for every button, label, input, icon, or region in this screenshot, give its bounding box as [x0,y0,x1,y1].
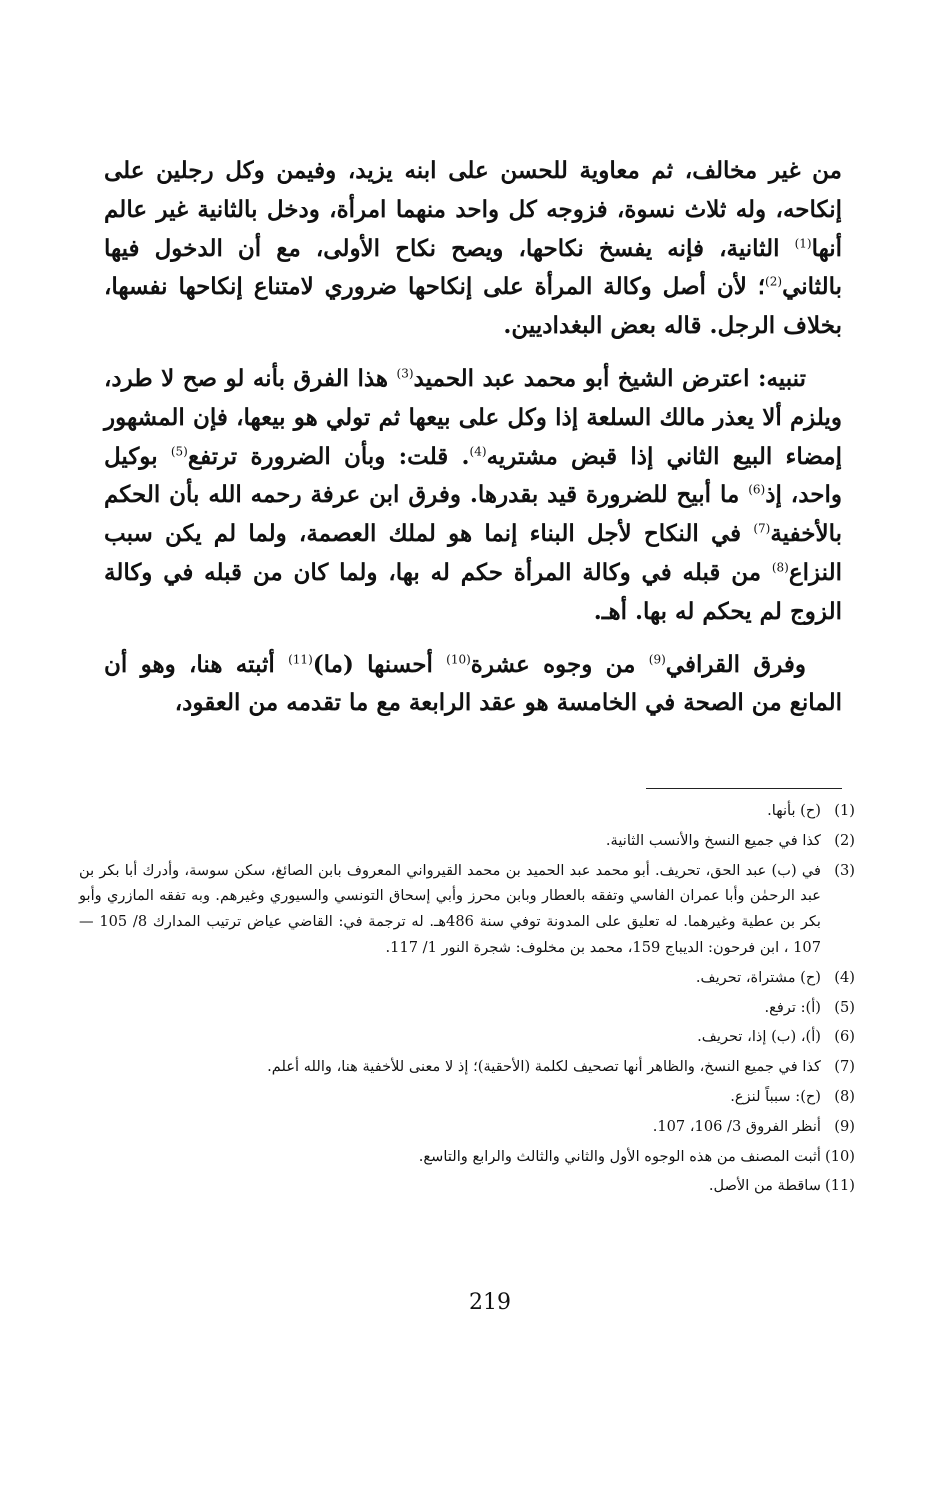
footnote-8 [79,1084,855,1110]
footnotes-list [79,798,855,1203]
footnote-5 [79,995,855,1021]
footnote-number: (6) [834,1028,855,1046]
footnote-number: (11) [825,1177,855,1195]
footnote-ref-4: (4) [469,443,487,458]
footnote-text: (أ): ترفع. [764,998,821,1016]
footnote-text: كذا في جميع النسخ، والظاهر أنها تصحيف لكلمة (الأحقية)؛ إذ لا معنى للأخفية هنا، والله أعلم. [267,1058,821,1076]
footnote-6 [79,1024,855,1050]
footnote-text: (ح) مشتراة، تحريف. [695,968,821,986]
footnote-text: (أ)، (ب) إذا، تحريف. [697,1028,821,1046]
text-run: ما أبيح للضرورة قيد بقدرها. وفرق ابن عرفة رحمه الله بأن الحكم بالأخفية [104,481,842,548]
footnote-text: أثبت المصنف من هذه الوجوه الأول والثاني والثالث والرابع والتاسع. [418,1147,821,1165]
footnote-number: (7) [834,1058,855,1076]
text-run: بوكيل واحد، إذ [104,442,842,509]
footnote-text: (ح): سبباً لنزع. [730,1087,821,1105]
text-run: هذا الفرق بأنه لو صح لا طرد، ويلزم ألا يعذر مالك السلعة إذا وكل على بيعها ثم تولي هو بيعها، فإن المشهور إمضاء البيع الثاني إذا قبض مشتريه [104,364,842,470]
paragraph-2 [104,360,842,632]
footnote-7 [79,1054,855,1080]
footnote-ref-2: (2) [765,274,783,289]
text-run: في النكاح لأجل البناء إنما هو لملك العصمة، ولما لم يكن سبب النزاع [104,520,842,586]
text-run: . قلت: وبأن الضرورة ترتفع [187,442,470,470]
footnote-ref-3: (3) [396,366,414,381]
paragraph-3 [104,646,842,724]
footnote-10 [79,1144,855,1170]
paragraph-1 [104,152,842,346]
footnote-text: كذا في جميع النسخ والأنسب الثانية. [605,831,821,849]
footnote-number: (5) [834,998,855,1016]
footnote-text: في (ب) عبد الحق، تحريف. أبو محمد عبد الحميد بن محمد القيرواني المعروف بابن الصائغ، سكن سوسة، وأدرك أبا بكر بن عبد الرحمٰن وأبا عمران الفاسي وتفقه بالعطار وبابن محرز وأبي إسحاق التونسي والسيوري وغيرهم. وبه تفقه المازري وأبو بكر بن عطية وغيرهما. له تعليق على المدونة توفي سنة 486هـ. له ترجمة في: القاضي عياض ترتيب المدارك 8/ 105 — 107 ، ابن فرحون: الديباج 159، محمد بن مخلوف: شجرة النور 1/ 117. [79,861,821,956]
footnote-9 [79,1114,855,1140]
footnote-ref-9: (9) [648,651,666,666]
footnote-3 [79,858,855,961]
footnote-ref-6: (6) [748,482,766,497]
footnote-2 [79,828,855,854]
footnote-number: (8) [834,1087,855,1105]
text-run: أحسنها (ما) [312,650,447,678]
footnote-number: (10) [825,1147,855,1165]
text-run: الثانية، فإنه يفسخ نكاحها، ويصح نكاح الأولى، مع أن الدخول فيها بالثاني [104,234,842,301]
footnote-ref-11: (11) [288,651,313,666]
text-run: ؛ لأن أصل وكالة المرأة على إنكاحها ضروري لامتناع إنكاحها نفسها، بخلاف الرجل. قاله بعض البغداديين. [104,273,842,340]
text-run: وفرق القرافي [665,650,806,678]
text-run: من قبله في وكالة المرأة حكم له بها، ولما كان من قبله في وكالة الزوج لم يحكم له بها. أهـ. [104,558,842,625]
footnote-ref-7: (7) [753,521,771,536]
footnote-text: ساقطة من الأصل. [708,1177,821,1195]
text-run: تنبيه: اعترض الشيخ أبو محمد عبد الحميد [413,364,807,392]
text-run: أثبته هنا، وهو أن المانع من الصحة في الخامسة هو عقد الرابعة مع ما تقدمه من العقود، [104,650,842,717]
footnote-ref-8: (8) [771,560,789,575]
main-text [104,152,842,737]
text-run: من غير مخالف، ثم معاوية للحسن على ابنه يزيد، وفيمن وكل رجلين على إنكاحه، وله ثلاث نسوة، فزوجه كل واحد منهما امرأة، ودخل بالثانية غير عالم أنها [104,157,842,262]
footnote-1 [79,798,855,824]
footnote-4 [79,965,855,991]
footnote-number: (1) [834,802,855,819]
footnote-11 [79,1173,855,1199]
footnote-text: أنظر الفروق 3/ 106، 107. [652,1117,821,1135]
footnote-number: (3) [834,861,855,879]
footnote-separator [646,788,842,789]
footnote-ref-10: (10) [446,651,471,666]
page-number: 219 [469,1290,511,1315]
footnote-ref-1: (1) [794,235,812,250]
text-run: من وجوه عشرة [470,650,649,678]
footnote-number: (9) [834,1117,855,1135]
footnote-text: (ح) بأنها. [767,802,821,819]
footnote-ref-5: (5) [170,443,188,458]
footnote-number: (4) [834,968,855,986]
footnote-number: (2) [834,831,855,849]
